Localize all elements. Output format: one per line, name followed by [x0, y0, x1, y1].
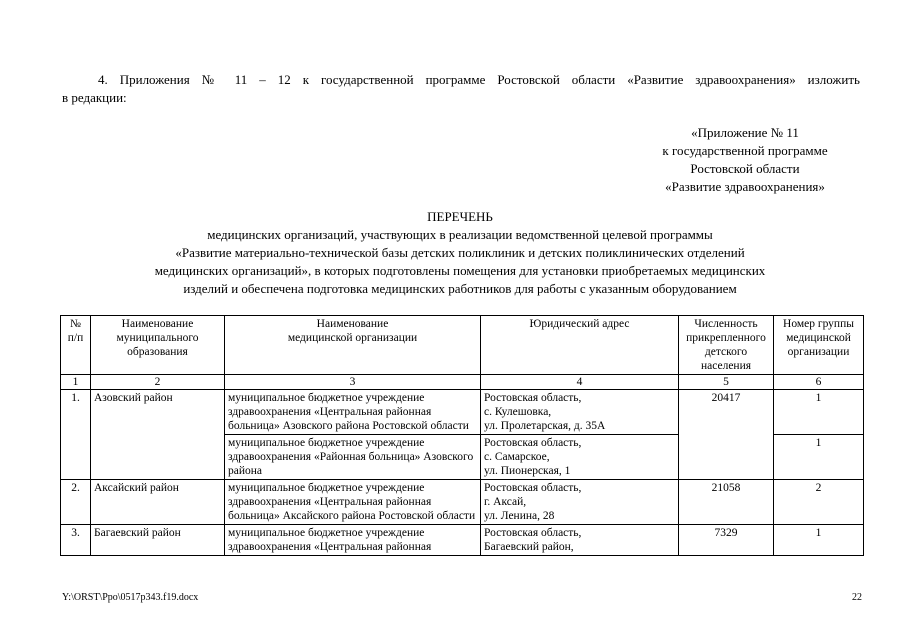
organizations-table [60, 315, 864, 556]
column-number: 1 [61, 375, 91, 390]
group-cell: 1 [774, 390, 864, 435]
organization-cell: муниципальное бюджетное учреждение здравоохранения «Центральная районная больница» Азовского района Ростовской области [225, 390, 481, 435]
appendix-line: Ростовской области [690, 161, 800, 176]
column-number: 4 [481, 375, 679, 390]
population-cell: 21058 [679, 480, 774, 525]
table-header-row [61, 316, 864, 375]
appendix-header [640, 124, 850, 196]
column-header-district: Наименование муниципального образования [91, 316, 225, 375]
organization-cell: муниципальное бюджетное учреждение здравоохранения «Центральная районная больница» Аксайского района Ростовской области [225, 480, 481, 525]
appendix-line: к государственной программе [662, 143, 828, 158]
appendix-line: «Развитие здравоохранения» [665, 179, 825, 194]
column-number: 5 [679, 375, 774, 390]
district-cell: Аксайский район [91, 480, 225, 525]
row-number: 2. [61, 480, 91, 525]
document-title [60, 208, 860, 298]
population-cell: 20417 [679, 390, 774, 480]
appendix-line: «Приложение № 11 [691, 125, 799, 140]
title-line: «Развитие материально-технической базы детских поликлиник и детских поликлинических отделений [175, 245, 745, 260]
column-number: 6 [774, 375, 864, 390]
column-header-group: Номер группы медицинской организации [774, 316, 864, 375]
column-header-population: Численность прикрепленного детского населения [679, 316, 774, 375]
column-header-address: Юридический адрес [481, 316, 679, 375]
district-cell: Азовский район [91, 390, 225, 480]
intro-paragraph [62, 71, 860, 107]
address-cell [481, 525, 679, 556]
district-cell: Багаевский район [91, 525, 225, 556]
column-number: 2 [91, 375, 225, 390]
title-line: медицинских организаций», в которых подготовлены помещения для установки приобретаемых медицинских [154, 263, 766, 278]
address-cell: Ростовская область, с. Самарское, ул. Пионерская, 1 [481, 435, 679, 480]
intro-line-1: 4. Приложения № 11 – 12 к государственной программе Ростовской области «Развитие здравоохранения» изложить [98, 72, 860, 87]
file-path: Y:\ORST\Ppo\0517p343.f19.docx [62, 592, 199, 603]
title-line: медицинских организаций, участвующих в реализации ведомственной целевой программы [207, 227, 713, 242]
page-number: 22 [852, 592, 862, 603]
organization-cell [225, 525, 481, 556]
organization-cell: муниципальное бюджетное учреждение здравоохранения «Районная больница» Азовского района [225, 435, 481, 480]
row-number: 3. [61, 525, 91, 556]
table-row [61, 525, 864, 556]
group-cell: 1 [774, 525, 864, 556]
address-cell: Ростовская область, с. Кулешовка, ул. Пролетарская, д. 35А [481, 390, 679, 435]
title-heading: ПЕРЕЧЕНЬ [427, 209, 493, 224]
column-header-number: № п/п [61, 316, 91, 375]
population-cell: 7329 [679, 525, 774, 556]
column-header-organization: Наименование медицинской организации [225, 316, 481, 375]
group-cell: 2 [774, 480, 864, 525]
row-number: 1. [61, 390, 91, 480]
organization-text: муниципальное бюджетное учреждение здравоохранения «Центральная районная [228, 527, 432, 553]
table-row [61, 390, 864, 435]
address-cell: Ростовская область, г. Аксай, ул. Ленина, 28 [481, 480, 679, 525]
title-line: изделий и обеспечена подготовка медицинских работников для работы с указанным оборудованием [183, 281, 737, 296]
table-row [61, 480, 864, 525]
address-text: Ростовская область, Багаевский район, [484, 527, 582, 553]
group-cell: 1 [774, 435, 864, 480]
column-number-row [61, 375, 864, 390]
column-number: 3 [225, 375, 481, 390]
intro-line-2: в редакции: [62, 90, 127, 105]
